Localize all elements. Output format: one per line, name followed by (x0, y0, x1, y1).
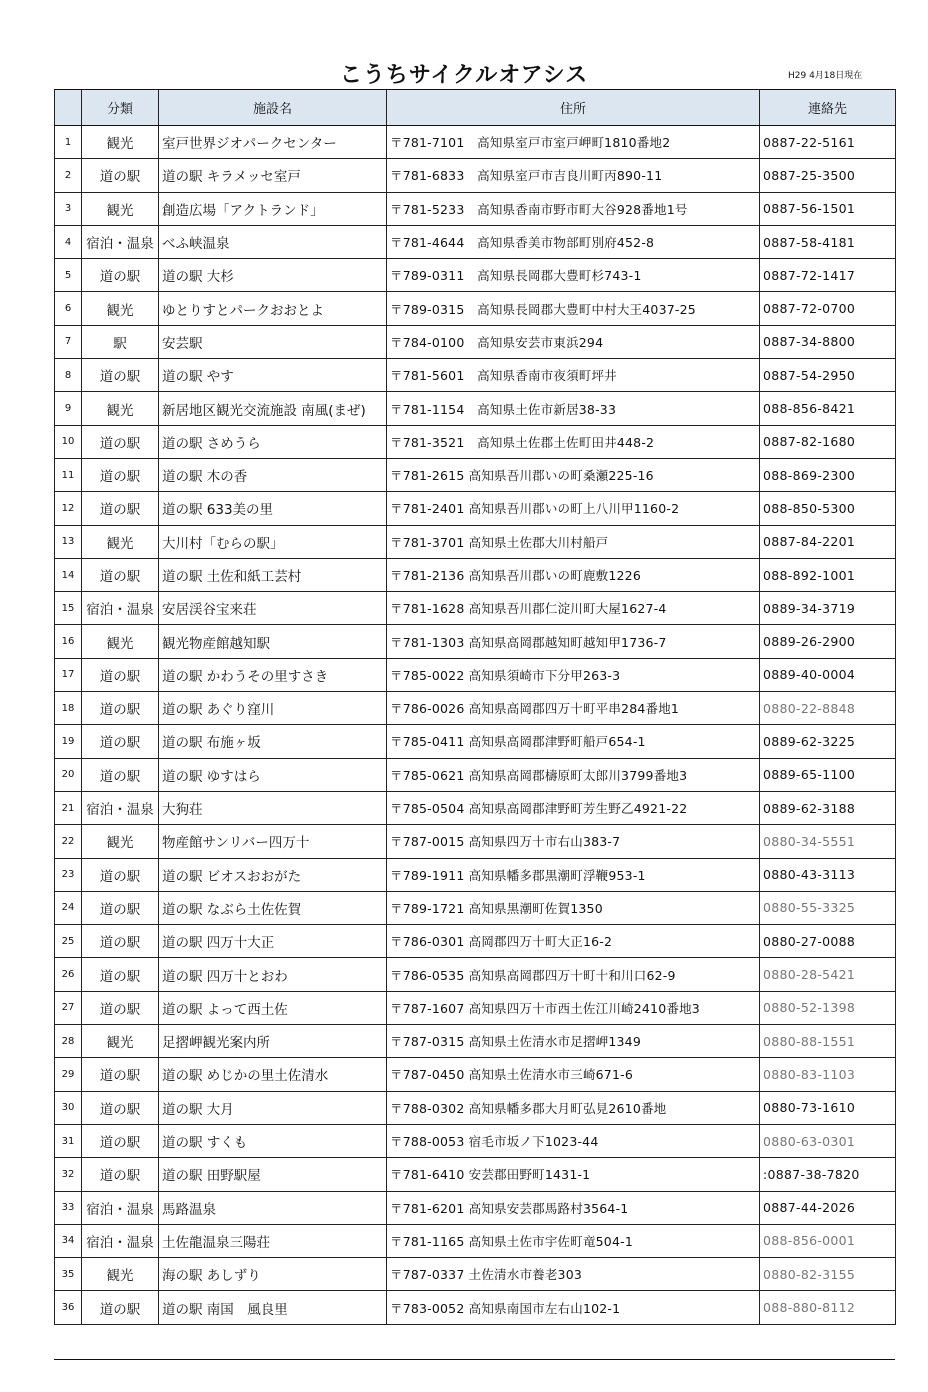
row-category: 道の駅 (82, 925, 159, 958)
row-phone: 0889-40-0004 (760, 658, 896, 691)
row-category: 宿泊・温泉 (82, 791, 159, 824)
header-category: 分類 (82, 90, 159, 126)
row-facility-name: 道の駅 南国 風良里 (159, 1291, 387, 1324)
table-row (55, 225, 896, 258)
table-row (55, 1091, 896, 1124)
row-address: 〒789-1911 高知県幡多郡黒潮町浮鞭953-1 (387, 858, 760, 891)
row-phone: 0887-54-2950 (760, 359, 896, 392)
row-number: 20 (55, 758, 82, 791)
row-address: 〒781-2401 高知県吾川郡いの町上八川甲1160-2 (387, 492, 760, 525)
table-row (55, 1291, 896, 1324)
row-facility-name: 道の駅 めじかの里土佐清水 (159, 1058, 387, 1091)
row-phone: 0880-28-5421 (760, 958, 896, 991)
row-category: 宿泊・温泉 (82, 1191, 159, 1224)
row-number: 4 (55, 225, 82, 258)
row-phone: 088-880-8112 (760, 1291, 896, 1324)
row-facility-name: 道の駅 ビオスおおがた (159, 858, 387, 891)
row-number: 24 (55, 891, 82, 924)
row-address: 〒788-0053 宿毛市坂ノ下1023-44 (387, 1124, 760, 1157)
row-phone: 0880-22-8848 (760, 692, 896, 725)
row-address: 〒781-6410 安芸郡田野町1431-1 (387, 1158, 760, 1191)
row-number: 22 (55, 825, 82, 858)
row-category: 道の駅 (82, 991, 159, 1024)
row-number: 9 (55, 392, 82, 425)
row-address: 〒789-1721 高知県黒潮町佐賀1350 (387, 891, 760, 924)
row-phone: 088-869-2300 (760, 458, 896, 491)
table-row (55, 958, 896, 991)
row-phone: 0880-88-1551 (760, 1025, 896, 1058)
row-number: 14 (55, 558, 82, 591)
row-phone: 0880-52-1398 (760, 991, 896, 1024)
table-row (55, 192, 896, 225)
row-facility-name: 道の駅 大杉 (159, 259, 387, 292)
table-row (55, 891, 896, 924)
table-row (55, 1224, 896, 1257)
table-row (55, 159, 896, 192)
row-facility-name: 道の駅 かわうその里すさき (159, 658, 387, 691)
row-address: 〒781-6833 高知県室戸市吉良川町丙890-11 (387, 159, 760, 192)
table-row (55, 858, 896, 891)
row-category: 道の駅 (82, 1091, 159, 1124)
row-phone: 088-892-1001 (760, 558, 896, 591)
table-row (55, 1191, 896, 1224)
row-facility-name: 物産館サンリバー四万十 (159, 825, 387, 858)
row-facility-name: 大川村「むらの駅」 (159, 525, 387, 558)
table-row (55, 1058, 896, 1091)
row-phone: 0880-27-0088 (760, 925, 896, 958)
row-facility-name: 道の駅 よって西土佐 (159, 991, 387, 1024)
table-row (55, 1124, 896, 1157)
row-number: 26 (55, 958, 82, 991)
row-number: 12 (55, 492, 82, 525)
row-number: 10 (55, 425, 82, 458)
row-phone: :0887-38-7820 (760, 1158, 896, 1191)
row-facility-name: 道の駅 大月 (159, 1091, 387, 1124)
row-number: 33 (55, 1191, 82, 1224)
row-address: 〒781-7101 高知県室戸市室戸岬町1810番地2 (387, 126, 760, 159)
table-row (55, 126, 896, 159)
row-category: 駅 (82, 325, 159, 358)
page-title: こうちサイクルオアシス (339, 63, 589, 88)
row-phone: 0880-73-1610 (760, 1091, 896, 1124)
row-phone: 0887-25-3500 (760, 159, 896, 192)
table-row (55, 325, 896, 358)
row-address: 〒781-2615 高知県吾川郡いの町桑瀬225-16 (387, 458, 760, 491)
row-category: 道の駅 (82, 658, 159, 691)
row-facility-name: 道の駅 四万十とおわ (159, 958, 387, 991)
row-address: 〒781-3521 高知県土佐郡土佐町田井448-2 (387, 425, 760, 458)
row-number: 19 (55, 725, 82, 758)
table-body (55, 126, 896, 1325)
row-facility-name: 道の駅 あぐり窪川 (159, 692, 387, 725)
row-phone: 088-850-5300 (760, 492, 896, 525)
row-category: 道の駅 (82, 725, 159, 758)
row-facility-name: 安芸駅 (159, 325, 387, 358)
header-contact: 連絡先 (760, 90, 896, 126)
row-number: 27 (55, 991, 82, 1024)
row-category: 道の駅 (82, 1124, 159, 1157)
row-facility-name: 海の駅 あしずり (159, 1258, 387, 1291)
row-address: 〒789-0315 高知県長岡郡大豊町中村大王4037-25 (387, 292, 760, 325)
row-address: 〒787-0337 土佐清水市養老303 (387, 1258, 760, 1291)
row-category: 観光 (82, 525, 159, 558)
row-phone: 0880-43-3113 (760, 858, 896, 891)
table-row (55, 1025, 896, 1058)
row-facility-name: 土佐龍温泉三陽荘 (159, 1224, 387, 1257)
row-facility-name: 室戸世界ジオパークセンター (159, 126, 387, 159)
row-number: 28 (55, 1025, 82, 1058)
row-number: 35 (55, 1258, 82, 1291)
row-phone: 0887-82-1680 (760, 425, 896, 458)
row-address: 〒787-0315 高知県土佐清水市足摺岬1349 (387, 1025, 760, 1058)
row-number: 15 (55, 592, 82, 625)
row-category: 道の駅 (82, 758, 159, 791)
row-facility-name: 道の駅 やす (159, 359, 387, 392)
row-number: 3 (55, 192, 82, 225)
header-name: 施設名 (159, 90, 387, 126)
row-facility-name: 足摺岬観光案内所 (159, 1025, 387, 1058)
row-phone: 0880-63-0301 (760, 1124, 896, 1157)
row-category: 宿泊・温泉 (82, 592, 159, 625)
row-phone: 0889-26-2900 (760, 625, 896, 658)
row-phone: 0887-58-4181 (760, 225, 896, 258)
row-address: 〒787-0015 高知県四万十市右山383-7 (387, 825, 760, 858)
row-phone: 0889-62-3188 (760, 791, 896, 824)
row-number: 23 (55, 858, 82, 891)
row-phone: 0887-22-5161 (760, 126, 896, 159)
row-category: 観光 (82, 1258, 159, 1291)
table-row (55, 592, 896, 625)
table-row (55, 825, 896, 858)
table-row (55, 259, 896, 292)
row-number: 31 (55, 1124, 82, 1157)
row-address: 〒781-3701 高知県土佐郡大川村船戸 (387, 525, 760, 558)
table-row (55, 458, 896, 491)
row-facility-name: 道の駅 なぶら土佐佐賀 (159, 891, 387, 924)
row-facility-name: 道の駅 キラメッセ室戸 (159, 159, 387, 192)
row-address: 〒781-2136 高知県吾川郡いの町鹿敷1226 (387, 558, 760, 591)
row-category: 道の駅 (82, 958, 159, 991)
row-phone: 0887-44-2026 (760, 1191, 896, 1224)
row-address: 〒786-0301 高岡郡四万十町大正16-2 (387, 925, 760, 958)
row-address: 〒789-0311 高知県長岡郡大豊町杉743-1 (387, 259, 760, 292)
row-facility-name: 道の駅 633美の里 (159, 492, 387, 525)
row-number: 1 (55, 126, 82, 159)
row-address: 〒785-0411 高知県高岡郡津野町船戸654-1 (387, 725, 760, 758)
row-number: 8 (55, 359, 82, 392)
table-row (55, 791, 896, 824)
row-category: 道の駅 (82, 891, 159, 924)
row-number: 13 (55, 525, 82, 558)
row-facility-name: 道の駅 すくも (159, 1124, 387, 1157)
row-phone: 0880-55-3325 (760, 891, 896, 924)
row-facility-name: 大狗荘 (159, 791, 387, 824)
row-phone: 0889-65-1100 (760, 758, 896, 791)
table-row (55, 558, 896, 591)
row-category: 観光 (82, 825, 159, 858)
row-phone: 0880-34-5551 (760, 825, 896, 858)
row-address: 〒781-5601 高知県香南市夜須町坪井 (387, 359, 760, 392)
row-address: 〒787-1607 高知県四万十市西土佐江川崎2410番地3 (387, 991, 760, 1024)
row-phone: 0887-34-8800 (760, 325, 896, 358)
row-number: 21 (55, 791, 82, 824)
row-address: 〒781-1154 高知県土佐市新居38-33 (387, 392, 760, 425)
row-number: 5 (55, 259, 82, 292)
row-category: 道の駅 (82, 425, 159, 458)
row-address: 〒785-0022 高知県須崎市下分甲263-3 (387, 658, 760, 691)
row-category: 道の駅 (82, 458, 159, 491)
row-number: 25 (55, 925, 82, 958)
row-phone: 088-856-8421 (760, 392, 896, 425)
row-category: 観光 (82, 625, 159, 658)
row-category: 道の駅 (82, 692, 159, 725)
header-number (55, 90, 82, 126)
row-facility-name: 道の駅 土佐和紙工芸村 (159, 558, 387, 591)
row-facility-name: べふ峡温泉 (159, 225, 387, 258)
row-category: 道の駅 (82, 858, 159, 891)
row-facility-name: 創造広場「アクトランド」 (159, 192, 387, 225)
row-phone: 0887-84-2201 (760, 525, 896, 558)
as-of-date: H29 4月18日現在 (788, 71, 863, 81)
table-row (55, 525, 896, 558)
row-number: 29 (55, 1058, 82, 1091)
table-row (55, 492, 896, 525)
table-row (55, 425, 896, 458)
table-row (55, 392, 896, 425)
row-phone: 0880-82-3155 (760, 1258, 896, 1291)
row-facility-name: 馬路温泉 (159, 1191, 387, 1224)
row-category: 道の駅 (82, 1291, 159, 1324)
row-number: 36 (55, 1291, 82, 1324)
row-facility-name: 道の駅 ゆすはら (159, 758, 387, 791)
row-phone: 0889-62-3225 (760, 725, 896, 758)
row-phone: 0887-72-1417 (760, 259, 896, 292)
row-category: 観光 (82, 1025, 159, 1058)
row-address: 〒785-0621 高知県高岡郡檮原町太郎川3799番地3 (387, 758, 760, 791)
table-bottom-border (54, 1359, 895, 1360)
table-row (55, 625, 896, 658)
row-address: 〒786-0026 高知県高岡郡四万十町平串284番地1 (387, 692, 760, 725)
row-category: 道の駅 (82, 159, 159, 192)
row-address: 〒786-0535 高知県高岡郡四万十町十和川口62-9 (387, 958, 760, 991)
table-row (55, 658, 896, 691)
row-phone: 0889-34-3719 (760, 592, 896, 625)
row-phone: 088-856-0001 (760, 1224, 896, 1257)
row-number: 7 (55, 325, 82, 358)
row-facility-name: ゆとりすとパークおおとよ (159, 292, 387, 325)
row-address: 〒784-0100 高知県安芸市東浜294 (387, 325, 760, 358)
row-address: 〒781-1165 高知県土佐市宇佐町竜504-1 (387, 1224, 760, 1257)
row-category: 観光 (82, 292, 159, 325)
row-facility-name: 道の駅 四万十大正 (159, 925, 387, 958)
row-facility-name: 安居渓谷宝来荘 (159, 592, 387, 625)
table-row (55, 1158, 896, 1191)
table-row (55, 925, 896, 958)
row-number: 2 (55, 159, 82, 192)
row-phone: 0887-56-1501 (760, 192, 896, 225)
row-phone: 0880-83-1103 (760, 1058, 896, 1091)
row-phone: 0887-72-0700 (760, 292, 896, 325)
row-number: 34 (55, 1224, 82, 1257)
row-category: 観光 (82, 126, 159, 159)
table-header-row (55, 90, 896, 126)
row-category: 道の駅 (82, 1158, 159, 1191)
row-category: 道の駅 (82, 558, 159, 591)
row-number: 11 (55, 458, 82, 491)
table-row (55, 1258, 896, 1291)
row-category: 観光 (82, 192, 159, 225)
row-number: 18 (55, 692, 82, 725)
row-category: 道の駅 (82, 359, 159, 392)
row-address: 〒781-6201 高知県安芸郡馬路村3564-1 (387, 1191, 760, 1224)
row-number: 17 (55, 658, 82, 691)
row-address: 〒788-0302 高知県幡多郡大月町弘見2610番地 (387, 1091, 760, 1124)
row-number: 32 (55, 1158, 82, 1191)
row-facility-name: 道の駅 さめうら (159, 425, 387, 458)
row-category: 道の駅 (82, 1058, 159, 1091)
header-address: 住所 (387, 90, 760, 126)
row-category: 道の駅 (82, 492, 159, 525)
row-address: 〒781-5233 高知県香南市野市町大谷928番地1号 (387, 192, 760, 225)
row-address: 〒783-0052 高知県南国市左右山102-1 (387, 1291, 760, 1324)
row-facility-name: 観光物産館越知駅 (159, 625, 387, 658)
row-category: 宿泊・温泉 (82, 1224, 159, 1257)
row-address: 〒781-4644 高知県香美市物部町別府452-8 (387, 225, 760, 258)
row-facility-name: 道の駅 布施ヶ坂 (159, 725, 387, 758)
facility-table (54, 89, 896, 1325)
row-facility-name: 道の駅 田野駅屋 (159, 1158, 387, 1191)
row-address: 〒781-1628 高知県吾川郡仁淀川町大屋1627-4 (387, 592, 760, 625)
row-address: 〒785-0504 高知県高岡郡津野町芳生野乙4921-22 (387, 791, 760, 824)
row-address: 〒787-0450 高知県土佐清水市三崎671-6 (387, 1058, 760, 1091)
table-row (55, 292, 896, 325)
row-category: 観光 (82, 392, 159, 425)
table-row (55, 692, 896, 725)
row-category: 宿泊・温泉 (82, 225, 159, 258)
table-row (55, 991, 896, 1024)
row-facility-name: 道の駅 木の香 (159, 458, 387, 491)
table-row (55, 725, 896, 758)
row-number: 30 (55, 1091, 82, 1124)
table-row (55, 758, 896, 791)
row-number: 16 (55, 625, 82, 658)
row-facility-name: 新居地区観光交流施設 南風(まぜ) (159, 392, 387, 425)
table-row (55, 359, 896, 392)
row-address: 〒781-1303 高知県高岡郡越知町越知甲1736-7 (387, 625, 760, 658)
row-number: 6 (55, 292, 82, 325)
row-category: 道の駅 (82, 259, 159, 292)
